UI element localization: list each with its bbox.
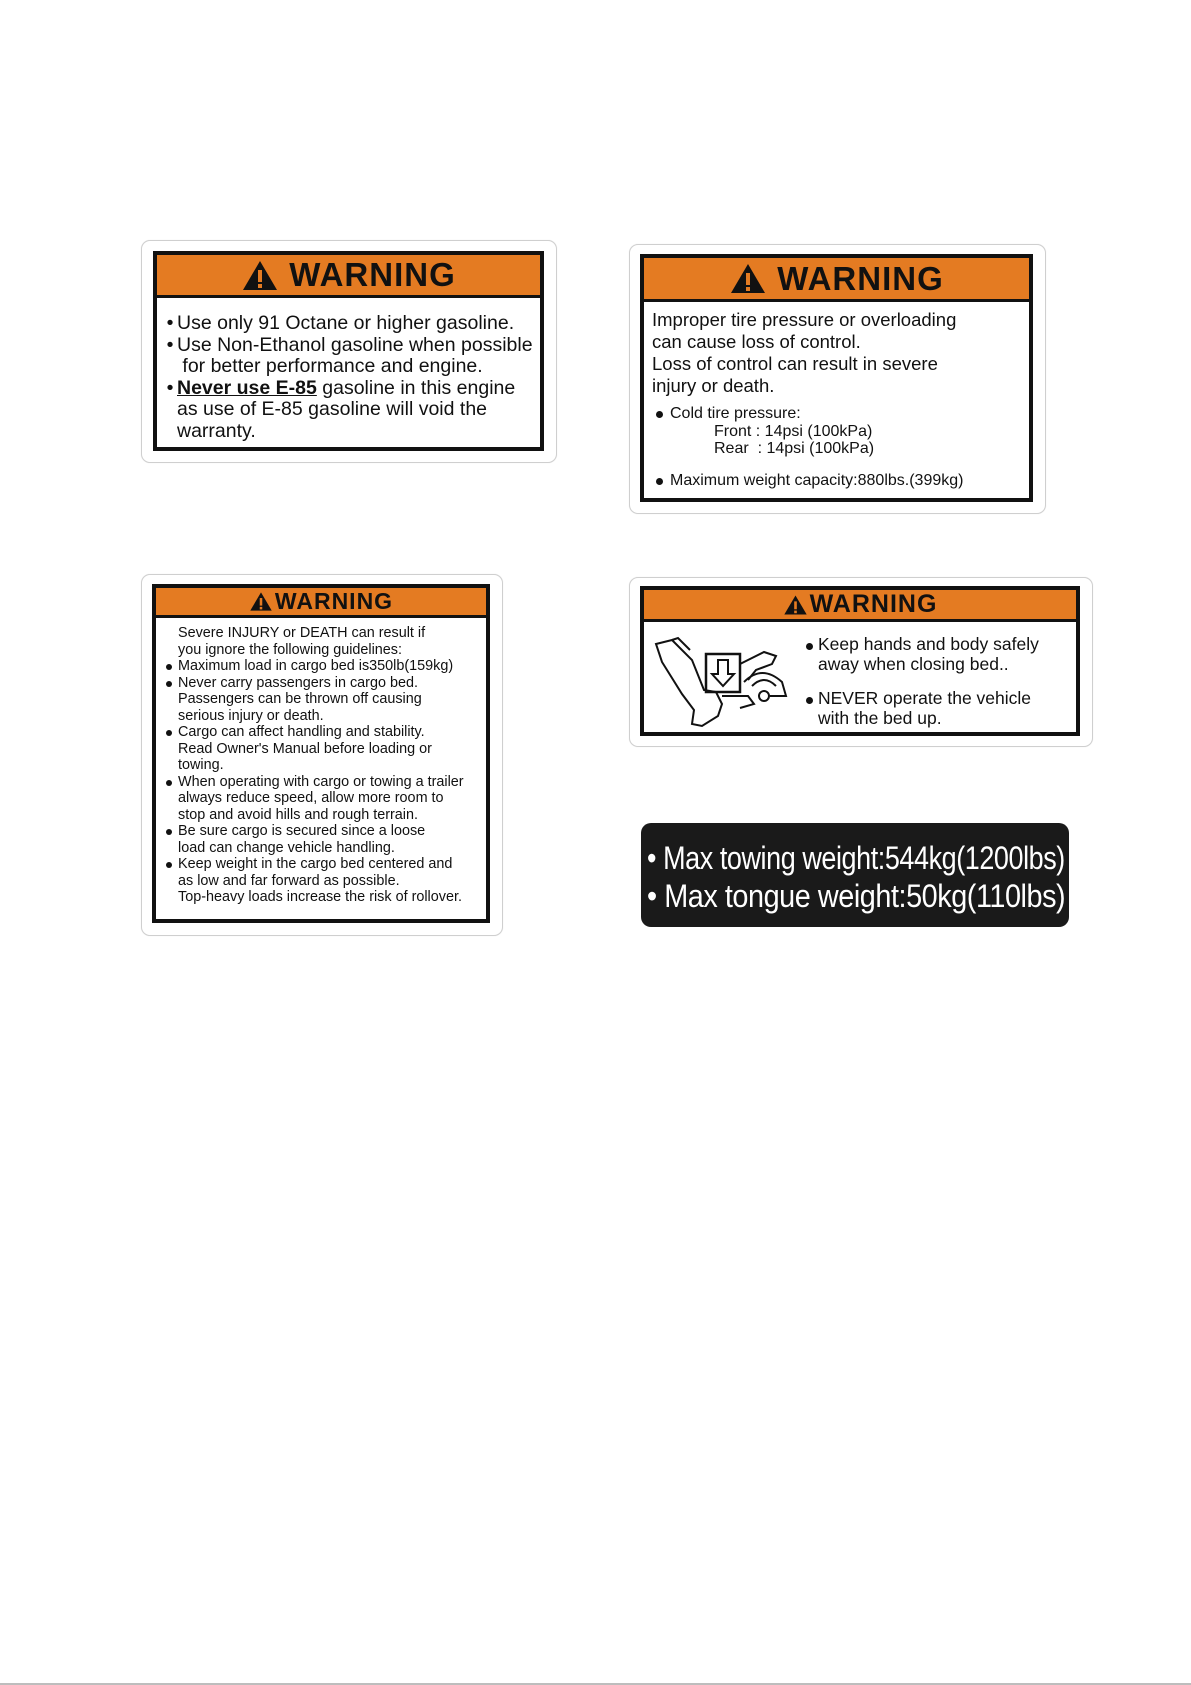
line-segment: Use only 91 Octane or higher gasoline. xyxy=(177,312,515,334)
cargo-warning-label xyxy=(152,584,490,923)
fuel-warning-line-text xyxy=(177,378,515,400)
fuel-warning-line xyxy=(163,378,533,400)
cargo-warning-line xyxy=(162,757,464,774)
cargo-warning-line xyxy=(162,840,464,857)
cargo-warning-line xyxy=(162,873,464,890)
intro-line: Improper tire pressure or overloading xyxy=(652,309,957,330)
cargo-warning-line-text: Passengers can be thrown off causing xyxy=(178,691,422,707)
cargo-warning-line xyxy=(162,856,464,873)
bullet-dot xyxy=(806,643,813,650)
cargo-warning-line-text: load can change vehicle handling. xyxy=(178,839,395,856)
intro-line: Loss of control can result in severe xyxy=(652,353,938,374)
fuel-warning-line xyxy=(163,421,533,443)
max-towing-weight: • Max towing weight:544kg(1200lbs) xyxy=(647,840,1065,876)
cargo-warning-line xyxy=(162,823,464,840)
line-segment: warranty. xyxy=(177,419,256,442)
warning-triangle-icon xyxy=(241,259,279,292)
line-segment: as use of E-85 gasoline will void the xyxy=(177,398,488,421)
cargo-warning-line-text: always reduce speed, allow more room to xyxy=(178,790,444,806)
cargo-warning-line xyxy=(162,625,464,642)
cargo-warning-line xyxy=(162,675,464,692)
tire-warning-intro xyxy=(652,309,956,397)
bed-warning-label xyxy=(640,586,1080,736)
bullet: • xyxy=(166,312,174,334)
fuel-warning-line xyxy=(163,356,533,378)
cargo-warning-line xyxy=(162,658,464,675)
line-segment: gasoline in this engine xyxy=(316,376,516,399)
hand-crush-bed-icon xyxy=(652,630,792,728)
bullet-dot xyxy=(806,697,813,704)
bullet-dot xyxy=(166,681,172,687)
bullet: • xyxy=(166,376,174,399)
tire-pressure-block xyxy=(652,405,874,458)
bed-warning-line xyxy=(802,708,1039,728)
warning-title: WARNING xyxy=(777,259,944,297)
warning-banner xyxy=(644,590,1076,622)
bullet-dot xyxy=(656,478,663,485)
cargo-warning-line-text: Maximum load in cargo bed is350lb(159kg) xyxy=(178,658,454,674)
warning-title: WARNING xyxy=(289,256,456,293)
bullet-dot xyxy=(166,862,172,868)
bed-warning-line-text: with the bed up. xyxy=(818,708,942,728)
cargo-warning-line-text: Read Owner's Manual before loading or xyxy=(178,740,432,757)
bed-warning-line-text: NEVER operate the vehicle xyxy=(818,688,1032,708)
cargo-warning-line-text: Keep weight in the cargo bed centered and xyxy=(178,856,453,872)
bed-warning-line-text: Keep hands and body safely xyxy=(818,634,1039,654)
warning-banner xyxy=(157,255,540,298)
cargo-warning-line xyxy=(162,691,464,708)
bed-warning-line xyxy=(802,634,1039,654)
bullet: • xyxy=(166,333,174,356)
bullet-dot xyxy=(656,411,663,418)
cargo-warning-line-text: When operating with cargo or towing a trailer xyxy=(178,773,464,790)
warning-triangle-icon xyxy=(783,594,808,616)
cargo-warning-line xyxy=(162,724,464,741)
never-use-e85-emphasis: Never use E-85 xyxy=(177,376,317,399)
bed-warning-line xyxy=(802,688,1039,708)
line-segment: for better performance and engine. xyxy=(177,355,483,378)
cargo-warning-line xyxy=(162,889,464,906)
cargo-warning-line-text: serious injury or death. xyxy=(178,707,324,724)
cargo-warning-line xyxy=(162,741,464,758)
fuel-warning-line-text xyxy=(177,313,514,335)
cargo-warning-line-text: you ignore the following guidelines: xyxy=(178,641,403,658)
cargo-warning-text xyxy=(162,625,464,906)
max-tongue-weight: • Max tongue weight:50kg(110lbs) xyxy=(647,878,1066,914)
towing-weight-plate xyxy=(641,823,1069,927)
cargo-warning-line-text: as low and far forward as possible. xyxy=(178,872,400,889)
bullet-dot xyxy=(166,730,172,736)
capacity-row xyxy=(652,472,963,490)
cargo-warning-line xyxy=(162,774,464,791)
tire-pressure-heading: Cold tire pressure: xyxy=(670,405,801,422)
fuel-warning-line xyxy=(163,313,533,335)
fuel-warning-line-text xyxy=(177,399,487,421)
bullet-dot xyxy=(166,664,172,670)
front-pressure: Front : 14psi (100kPa) xyxy=(714,422,873,440)
bed-warning-text xyxy=(802,634,1039,728)
cargo-warning-line-text: Severe INJURY or DEATH can result if xyxy=(178,625,426,641)
cargo-warning-line xyxy=(162,790,464,807)
bed-warning-line xyxy=(802,654,1039,674)
weight-capacity: Maximum weight capacity:880lbs.(399kg) xyxy=(670,472,964,489)
cargo-warning-line-text: Cargo can affect handling and stability. xyxy=(178,724,425,740)
cargo-warning-line-text: stop and avoid hills and rough terrain. xyxy=(178,806,418,823)
fuel-warning-label xyxy=(153,251,544,451)
towing-plate-text xyxy=(641,823,1069,915)
rear-pressure: Rear : 14psi (100kPa) xyxy=(714,440,875,457)
tire-warning-label xyxy=(640,254,1033,502)
bullet-dot xyxy=(166,829,172,835)
cargo-warning-line-text: towing. xyxy=(178,757,224,773)
warning-triangle-icon xyxy=(729,262,767,295)
cargo-warning-line-text: Top-heavy loads increase the risk of rollover. xyxy=(178,889,462,905)
line-segment: Use Non-Ethanol gasoline when possible xyxy=(177,333,533,356)
fuel-warning-line xyxy=(163,335,533,357)
fuel-warning-line xyxy=(163,399,533,421)
cargo-warning-line xyxy=(162,807,464,824)
fuel-warning-text xyxy=(163,313,533,443)
warning-triangle-icon xyxy=(249,591,273,612)
intro-line: can cause loss of control. xyxy=(652,331,861,352)
fuel-warning-line-text xyxy=(177,356,483,378)
warning-banner xyxy=(156,588,486,618)
bullet-dot xyxy=(166,780,172,786)
bed-warning-line-text: away when closing bed.. xyxy=(818,654,1009,674)
fuel-warning-line-text xyxy=(177,335,533,357)
cargo-warning-line-text: Be sure cargo is secured since a loose xyxy=(178,823,426,839)
fuel-warning-line-text xyxy=(177,421,256,443)
tire-pressure-heading-row xyxy=(652,405,874,423)
intro-line: injury or death. xyxy=(652,375,775,396)
warning-banner xyxy=(644,258,1029,302)
cargo-warning-line-text: Never carry passengers in cargo bed. xyxy=(178,674,418,691)
cargo-warning-line xyxy=(162,708,464,725)
warning-title: WARNING xyxy=(809,590,938,618)
warning-title: WARNING xyxy=(274,588,394,614)
cargo-warning-line xyxy=(162,642,464,659)
